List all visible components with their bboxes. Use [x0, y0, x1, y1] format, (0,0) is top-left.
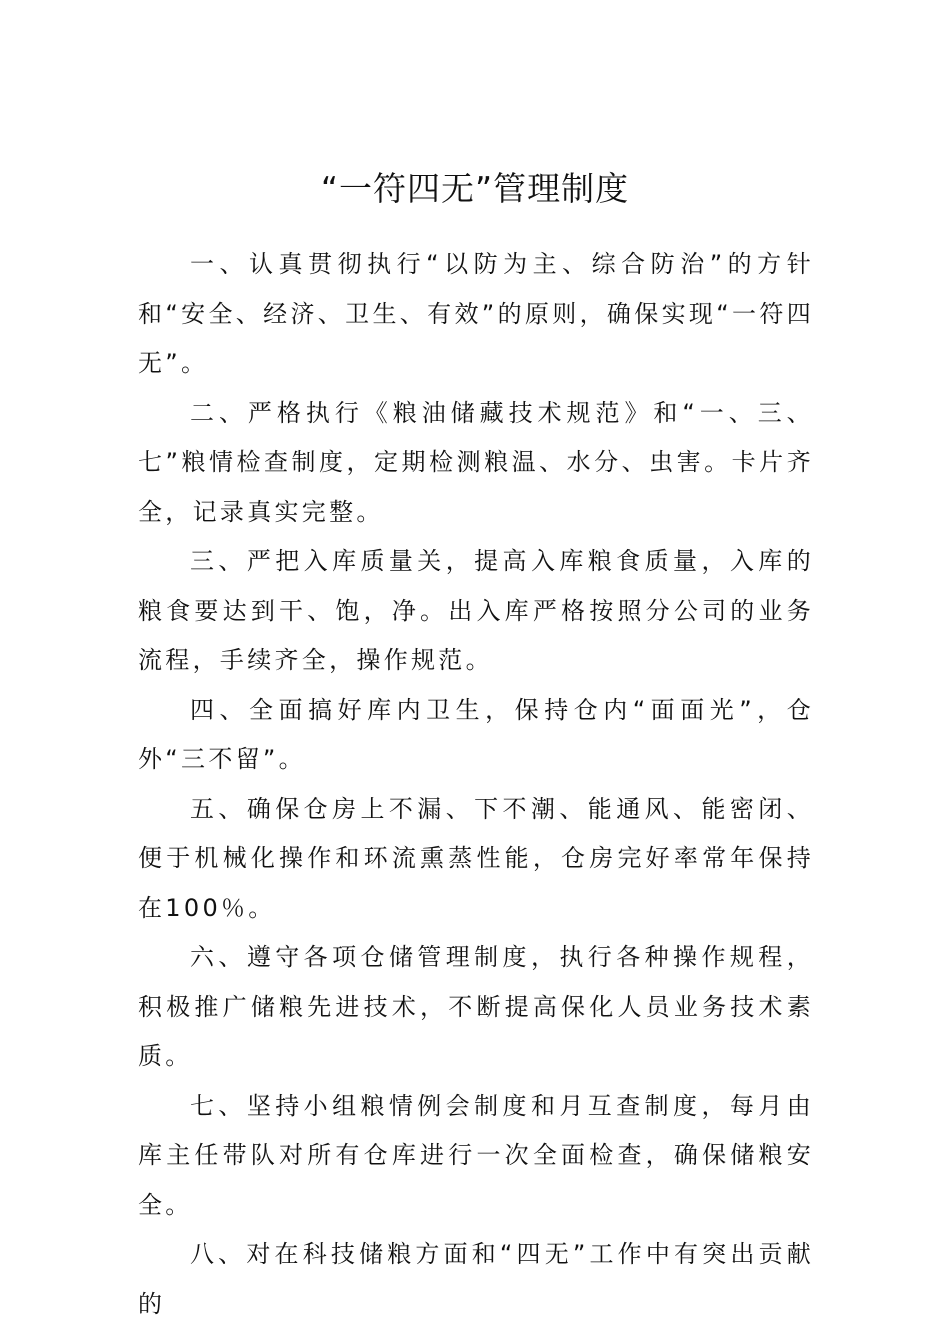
- paragraph-7: 七、坚持小组粮情例会制度和月互查制度，每月由库主任带队对所有仓库进行一次全面检查，确保储粮安全。: [138, 1091, 814, 1219]
- paragraph-1: 一、认真贯彻执行“以防为主、综合防治”的方针和“安全、经济、卫生、有效”的原则，确保实现“一符四无”。: [138, 250, 814, 377]
- document-title: “一符四无”管理制度: [320, 169, 630, 208]
- paragraph-8: 八、对在科技储粮方面和“四无”工作中有突出贡献的: [138, 1240, 814, 1318]
- paragraph-4: 四、全面搞好库内卫生，保持仓内“面面光”，仓外“三不留”。: [138, 695, 814, 773]
- paragraph-6: 六、遵守各项仓储管理制度，执行各种操作规程，积极推广储粮先进技术，不断提高保化人员业务技术素质。: [138, 943, 814, 1070]
- paragraph-5: 五、确保仓房上不漏、下不潮、能通风、能密闭、便于机械化操作和环流熏蒸性能，仓房完好率常年保持在100％。: [138, 794, 814, 922]
- paragraph-2: 二、严格执行《粮油储藏技术规范》和“一、三、七”粮情检查制度，定期检测粮温、水分、虫害。卡片齐全，记录真实完整。: [138, 398, 814, 526]
- document-body: [138, 240, 814, 1329]
- paragraph-3: 三、严把入库质量关，提高入库粮食质量，入库的粮食要达到干、饱，净。出入库严格按照分公司的业务流程，手续齐全，操作规范。: [138, 547, 814, 674]
